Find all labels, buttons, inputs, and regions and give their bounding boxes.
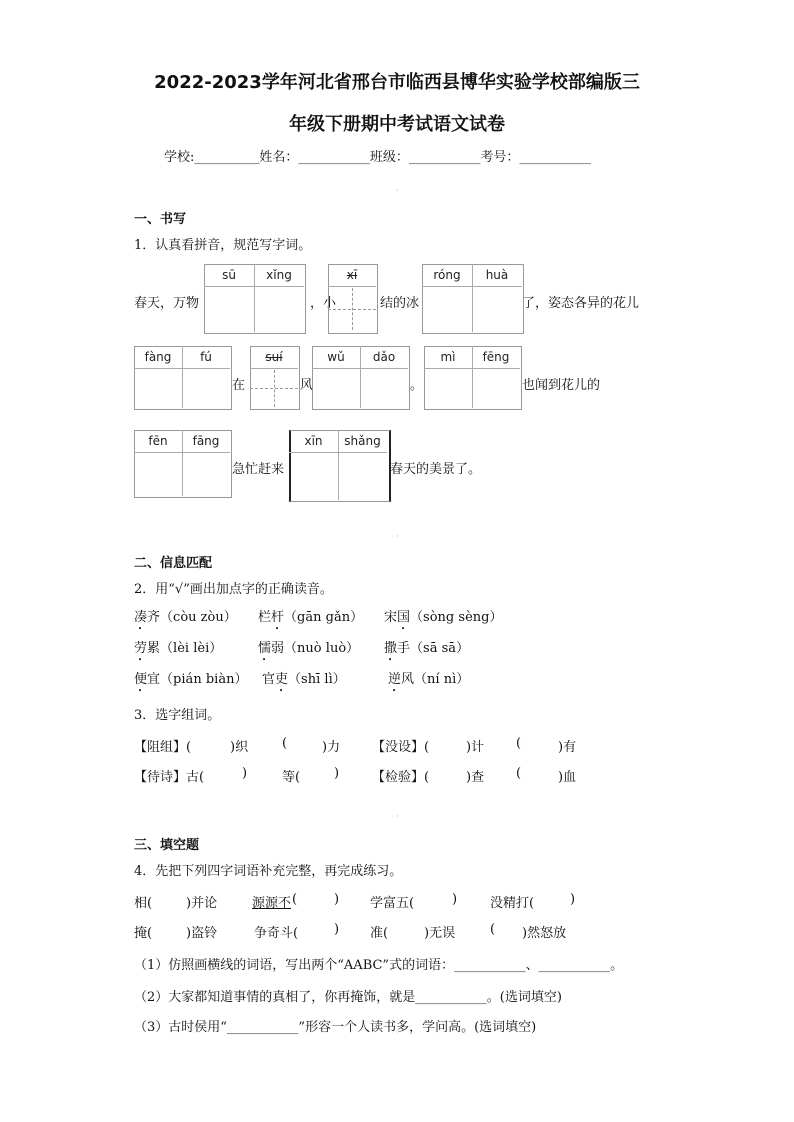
idiom-suffix: )并论: [186, 896, 218, 911]
word-choice-suffix: ): [334, 766, 340, 781]
pinyin: fāng: [192, 434, 220, 448]
sub-question-1[interactable]: （1）仿照画横线的词语，写出两个“AABC”式的词语：___________、___________。: [134, 958, 624, 973]
text-segment: 春天的美景了。: [390, 462, 482, 477]
pronunciation-item[interactable]: 劳累（lèi lèi）: [134, 641, 223, 656]
idiom-suffix: )然怒放: [522, 926, 567, 941]
word-choice-group: 【检验】(: [372, 770, 430, 785]
word-choice-suffix: )血: [558, 770, 577, 785]
idiom-blank-close: ): [334, 922, 340, 937]
grid-divider: [250, 368, 298, 369]
pronunciation-item[interactable]: 官吏（shī lì）: [262, 672, 346, 687]
text-segment: ，小: [310, 296, 337, 311]
writing-area[interactable]: [205, 288, 303, 330]
pronunciation-item[interactable]: 宋国（sòng sèng）: [384, 610, 503, 625]
idiom-blank-close: ): [334, 892, 340, 907]
pinyin: shǎng: [344, 434, 381, 448]
pronunciation-item[interactable]: 懦弱（nuò luò）: [258, 641, 360, 656]
writing-area[interactable]: [291, 454, 385, 498]
word-choice-suffix: )查: [466, 770, 485, 785]
underlined-idiom-part: 源源不: [252, 896, 292, 911]
pinyin: xī: [346, 268, 358, 282]
idiom-prefix: 相(: [134, 896, 153, 911]
writing-area[interactable]: [329, 288, 375, 330]
pinyin: fēng: [482, 350, 510, 364]
pinyin: xǐng: [266, 268, 292, 282]
word-choice-blank[interactable]: (: [516, 766, 522, 781]
text-segment: 。: [410, 378, 424, 393]
word-choice-blank[interactable]: (: [516, 736, 522, 751]
word-choice-blank[interactable]: 等(: [282, 770, 301, 785]
idiom-blank-open[interactable]: (: [292, 892, 298, 907]
word-choice-suffix: )力: [322, 740, 341, 755]
pinyin: fēn: [148, 434, 168, 448]
word-choice-blank[interactable]: (: [282, 736, 288, 751]
idiom-blank-open[interactable]: (: [490, 922, 496, 937]
text-segment: 也闻到花儿的: [522, 378, 601, 393]
word-choice-suffix: ): [242, 766, 248, 781]
page-title-line2: 年级下册期中考试语文试卷: [289, 114, 505, 135]
idiom-suffix: )盗铃: [186, 926, 218, 941]
pinyin: róng: [433, 268, 461, 282]
idiom-prefix: 准(: [370, 926, 389, 941]
pronunciation-item[interactable]: 便宜（pián biàn）: [134, 672, 248, 687]
text-segment: 在: [232, 378, 246, 393]
grid-divider: [328, 286, 376, 287]
page-title-line1: 2022-2023学年河北省邢台市临西县博华实验学校部编版三: [154, 72, 640, 93]
word-choice-suffix: )计: [466, 740, 485, 755]
section-heading-fill: 三、填空题: [134, 838, 200, 853]
idiom-prefix: 学富五(: [370, 896, 415, 911]
idiom-blank-close: ): [452, 892, 458, 907]
divider-dot: ·: [396, 186, 399, 195]
word-choice-suffix: )有: [558, 740, 577, 755]
pinyin: fú: [200, 350, 212, 364]
word-choice-group: 【阻组】(: [134, 740, 192, 755]
text-segment: 急忙赶来: [232, 462, 285, 477]
idiom-suffix: )无误: [424, 926, 456, 941]
pronunciation-item[interactable]: 逆风（ní nì）: [388, 672, 470, 687]
idiom-prefix: 没精打(: [490, 896, 535, 911]
idiom-blank-close: ): [570, 892, 576, 907]
pinyin: wǔ: [327, 350, 345, 364]
section-heading-writing: 一、书写: [134, 212, 187, 227]
divider-dot: ·: [396, 812, 399, 821]
pronunciation-item[interactable]: 栏杆（gān gǎn）: [258, 610, 364, 625]
text-segment: 春天，万物: [134, 296, 200, 311]
pinyin: suí: [265, 350, 283, 364]
question-2: 2．用“√”画出加点字的正确读音。: [134, 582, 333, 597]
writing-area[interactable]: [313, 370, 407, 407]
text-segment: 了，姿态各异的花儿: [522, 296, 640, 311]
question-1: 1．认真看拼音，规范写字词。: [134, 238, 312, 253]
writing-area[interactable]: [425, 370, 519, 407]
word-choice-group: 【待诗】古(: [134, 770, 205, 785]
sub-question-3[interactable]: （3）古时侯用“___________”形容一个人读书多，学问高。(选词填空): [134, 1020, 537, 1035]
student-info-line: 学校:__________姓名：___________班级：___________考号：___________: [164, 150, 591, 165]
divider-dot: ·: [396, 532, 399, 541]
pronunciation-item[interactable]: 凑齐（còu zòu）: [134, 610, 237, 625]
question-3: 3．选字组词。: [134, 708, 221, 723]
pinyin: mì: [440, 350, 456, 364]
question-4: 4．先把下列四字词语补充完整，再完成练习。: [134, 864, 403, 879]
word-choice-suffix: )织: [230, 740, 249, 755]
writing-area[interactable]: [135, 454, 229, 495]
pinyin: sū: [222, 268, 236, 282]
idiom-prefix: 争奇斗(: [254, 926, 299, 941]
word-choice-group: 【没设】(: [372, 740, 430, 755]
pinyin: huà: [485, 268, 509, 282]
pinyin: fàng: [144, 350, 172, 364]
section-heading-matching: 二、信息匹配: [134, 556, 213, 571]
sub-question-2[interactable]: （2）大家都知道事情的真相了，你再掩饰，就是___________。(选词填空): [134, 990, 562, 1005]
writing-area[interactable]: [251, 370, 297, 407]
pronunciation-item[interactable]: 撒手（sā sā）: [384, 641, 470, 656]
pinyin: dǎo: [372, 350, 396, 364]
pinyin: xīn: [304, 434, 323, 448]
writing-area[interactable]: [423, 288, 521, 330]
text-segment: 结的冰: [380, 296, 420, 311]
text-segment: 风: [300, 378, 314, 393]
idiom-prefix: 掩(: [134, 926, 153, 941]
writing-area[interactable]: [135, 370, 229, 407]
